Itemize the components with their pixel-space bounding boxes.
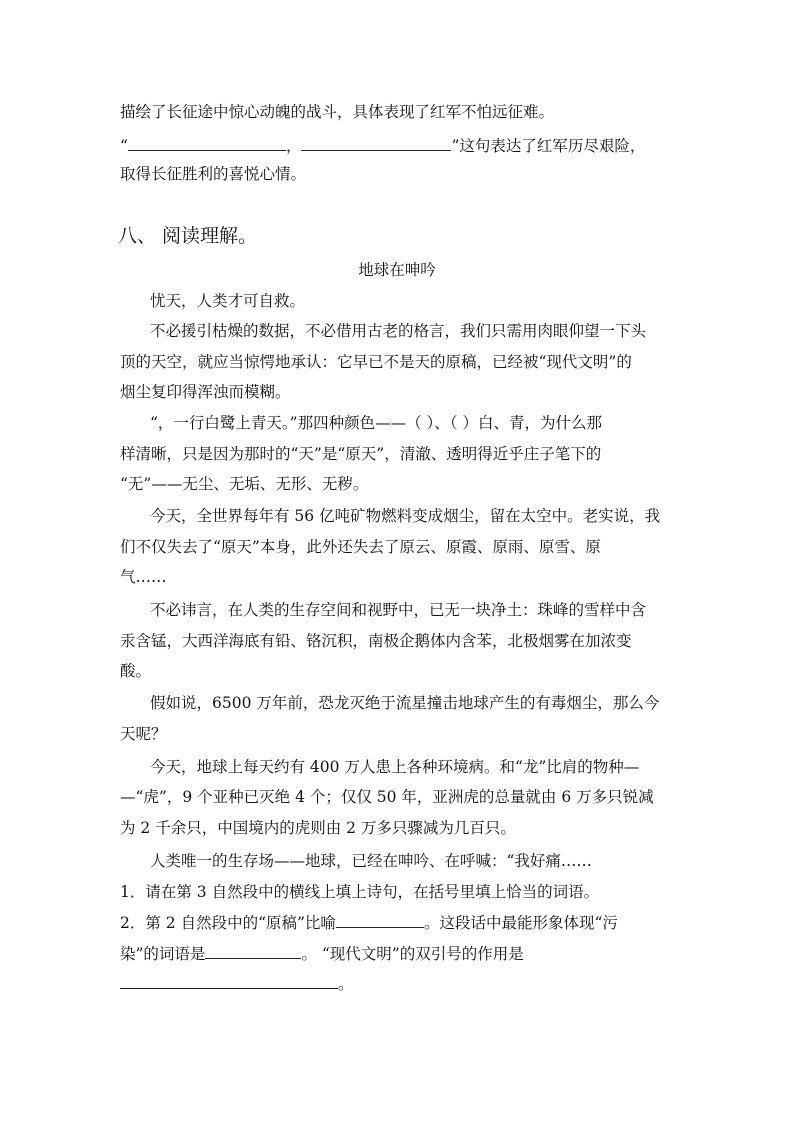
question-2-line <box>120 944 524 964</box>
question-2-line <box>120 974 354 994</box>
question-2-text: 染”的词语是 <box>120 945 206 963</box>
answer-blank[interactable] <box>128 136 286 151</box>
paragraph-line: 今天，地球上每天约有 400 万人患上各种环境病。和“龙”比肩的物种— <box>150 758 640 776</box>
question-2-text: 。这段话中最能形象体现“污 <box>423 914 618 932</box>
paragraph-line: 酸。 <box>120 662 152 680</box>
text-line <box>120 136 645 156</box>
paragraph-line: 气…… <box>120 568 167 586</box>
paragraph-line: 为 2 千余只，中国境内的虎则由 2 万多只骤减为几百只。 <box>120 819 516 837</box>
comma: ， <box>285 137 302 155</box>
paragraph-line: 们不仅失去了“原天”本身，此外还失去了原云、原霞、原雨、原雪、原 <box>120 538 601 556</box>
question-2-text: 。 <box>338 975 354 993</box>
question-2-text: 。 “现代文明”的双引号的作用是 <box>301 945 524 963</box>
paragraph-line: 今天，全世界每年有 56 亿吨矿物燃料变成烟尘，留在太空中。老实说，我 <box>150 507 661 525</box>
paragraph-line: 不必援引枯燥的数据，不必借用古老的格言，我们只需用肉眼仰望一下头 <box>150 322 647 340</box>
answer-blank[interactable] <box>120 974 338 989</box>
passage-title: 地球在呻吟 <box>358 261 436 279</box>
paragraph-line: 人类唯一的生存场——地球，已经在呻吟、在呼喊：“我好痛…… <box>150 852 592 870</box>
paragraph-line: 样清晰，只是因为那时的“天”是“原天”，清澈、透明得近乎庄子笔下的 <box>120 445 602 463</box>
paragraph-line: 假如说，6500 万年前，恐龙灭绝于流星撞击地球产生的有毒烟尘，那么今 <box>150 694 660 712</box>
section-heading: 八、 阅读理解。 <box>118 225 258 247</box>
question-2-text: 2．第 2 自然段中的“原稿”比喻 <box>120 914 336 932</box>
answer-blank[interactable] <box>336 913 424 928</box>
paragraph-line: “，一行白鹭上青天。”那四种颜色——（ ）、（ ）白、青，为什么那 <box>150 414 602 432</box>
text-line: 取得长征胜利的喜悦心情。 <box>120 165 307 183</box>
quote-close-text: ”这句表达了红军历尽艰险， <box>451 137 646 155</box>
paragraph-line: —“虎”，9 个亚种已灭绝 4 个；仅仅 50 年，亚洲虎的总量就由 6 万多只锐减 <box>120 788 654 806</box>
answer-blank[interactable] <box>301 136 451 151</box>
answer-blank[interactable] <box>205 944 301 959</box>
question-2-line <box>120 913 618 933</box>
paragraph-line: 顶的天空，就应当惊愕地承认：它早已不是天的原稿，已经被“现代文明”的 <box>120 353 632 371</box>
text-line: 描绘了长征途中惊心动魄的战斗，具体表现了红军不怕远征难。 <box>120 103 555 121</box>
paragraph-line: 汞含锰，大西洋海底有铅、铬沉积，南极企鹅体内含苯，北极烟雾在加浓变 <box>120 632 632 650</box>
paragraph-line: 不必讳言，在人类的生存空间和视野中，已无一块净土：珠峰的雪样中含 <box>150 601 647 619</box>
paragraph-line: “无”——无尘、无垢、无形、无秽。 <box>120 475 369 493</box>
paragraph-line: 天呢？ <box>120 725 167 743</box>
quote-open: “ <box>120 137 128 155</box>
question-1: 1．请在第 3 自然段中的横线上填上诗句，在括号里填上恰当的词语。 <box>120 883 600 901</box>
paragraph-line: 忧天，人类才可自救。 <box>150 292 306 310</box>
paragraph-line: 烟尘复印得浑浊而模糊。 <box>120 383 291 401</box>
